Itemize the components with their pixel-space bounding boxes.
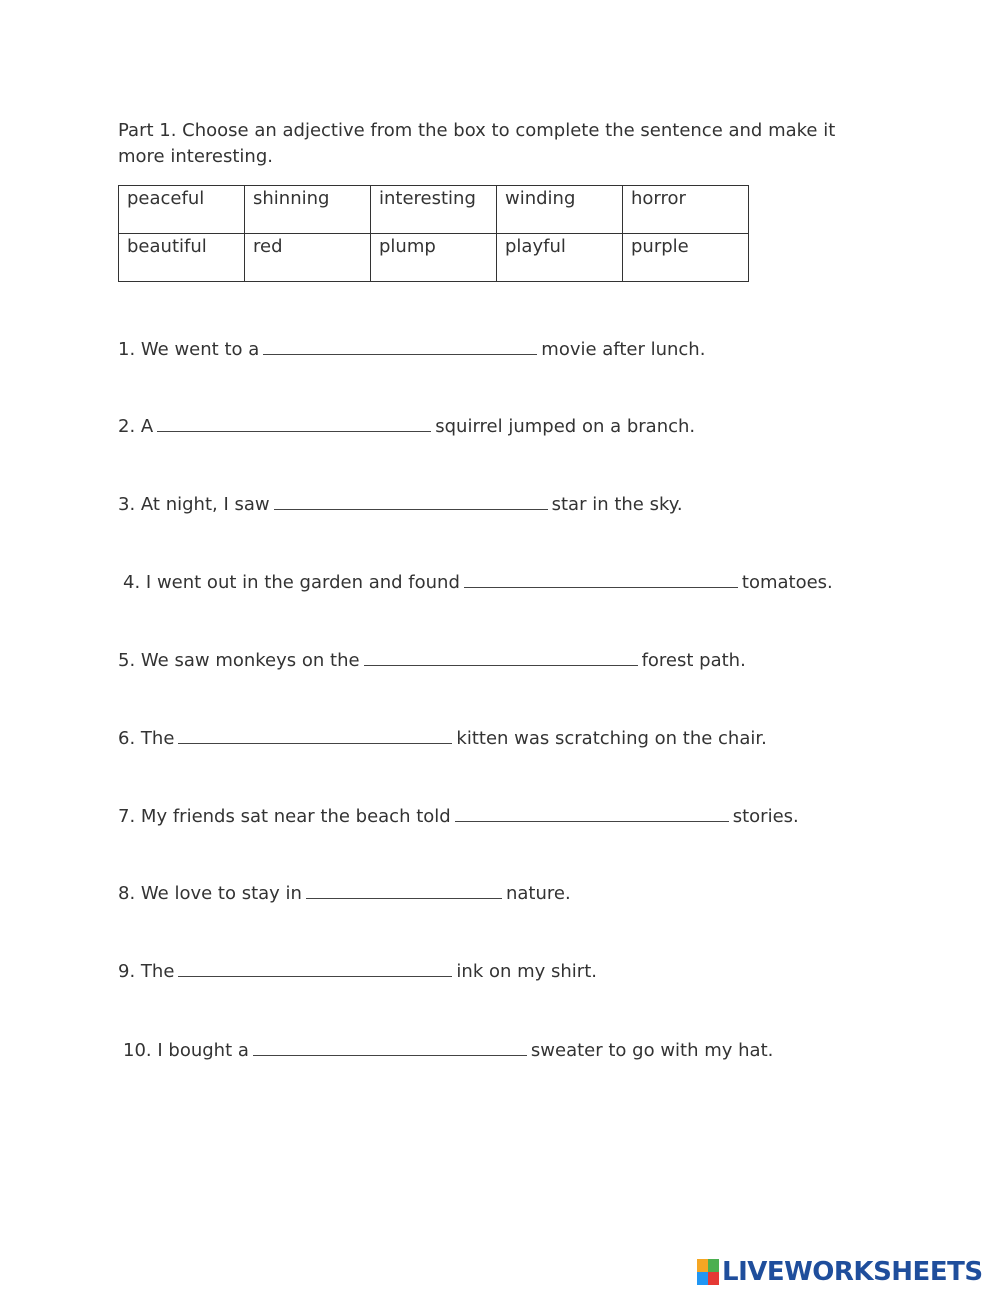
- sentence-after: nature.: [505, 883, 571, 904]
- sentence-after: tomatoes.: [741, 572, 833, 593]
- sentence-number: 8.: [118, 883, 136, 904]
- sentence-before: We love to stay in: [140, 883, 302, 904]
- sentence-after: ink on my shirt.: [456, 961, 597, 982]
- word-box-row: [119, 186, 749, 234]
- sentence-number: 6.: [118, 728, 136, 749]
- sentence-6: [118, 727, 767, 751]
- word-box-row: [119, 234, 749, 282]
- sentence-number: 2.: [118, 416, 136, 437]
- sentence-number: 1.: [118, 339, 136, 360]
- sentence-2: [118, 415, 695, 439]
- sentence-before: The: [140, 961, 175, 982]
- sentence-number: 10.: [123, 1040, 152, 1061]
- sentence-before: We went to a: [140, 339, 260, 360]
- sentence-after: stories.: [732, 806, 799, 827]
- sentence-number: 4.: [123, 572, 141, 593]
- sentence-after: forest path.: [641, 650, 746, 671]
- sentence-number: 5.: [118, 650, 136, 671]
- word-cell: peaceful: [119, 186, 245, 234]
- logo-block: [708, 1272, 719, 1285]
- logo-block: [697, 1259, 708, 1272]
- word-cell: horror: [623, 186, 749, 234]
- word-cell: red: [245, 234, 371, 282]
- sentence-before: At night, I saw: [140, 494, 270, 515]
- word-cell: plump: [371, 234, 497, 282]
- liveworksheets-logo[interactable]: [697, 1255, 983, 1289]
- sentence-3: [118, 493, 683, 517]
- logo-block: [697, 1272, 708, 1285]
- answer-blank[interactable]: [263, 340, 537, 355]
- answer-blank[interactable]: [178, 962, 452, 977]
- sentence-after: squirrel jumped on a branch.: [435, 416, 696, 437]
- sentence-after: movie after lunch.: [541, 339, 706, 360]
- answer-blank[interactable]: [157, 417, 431, 432]
- logo-text: LIVEWORKSHEETS: [722, 1257, 983, 1287]
- sentence-number: 9.: [118, 961, 136, 982]
- word-box: [118, 185, 749, 282]
- sentence-after: star in the sky.: [551, 494, 683, 515]
- sentence-7: [118, 805, 799, 829]
- instructions: Part 1. Choose an adjective from the box to complete the sentence and make it more interesting.: [118, 120, 836, 167]
- word-cell: winding: [497, 186, 623, 234]
- sentence-before: The: [140, 728, 175, 749]
- logo-blocks-icon: [697, 1259, 719, 1285]
- answer-blank[interactable]: [178, 729, 452, 744]
- sentence-8: [118, 882, 571, 906]
- sentence-9: [118, 960, 597, 984]
- sentence-5: [118, 649, 746, 673]
- word-cell: beautiful: [119, 234, 245, 282]
- sentence-number: 7.: [118, 806, 136, 827]
- answer-blank[interactable]: [455, 807, 729, 822]
- answer-blank[interactable]: [464, 573, 738, 588]
- answer-blank[interactable]: [274, 495, 548, 510]
- word-cell: purple: [623, 234, 749, 282]
- sentence-number: 3.: [118, 494, 136, 515]
- sentence-before: I went out in the garden and found: [145, 572, 460, 593]
- sentence-after: kitten was scratching on the chair.: [456, 728, 767, 749]
- word-cell: interesting: [371, 186, 497, 234]
- word-cell: playful: [497, 234, 623, 282]
- sentence-after: sweater to go with my hat.: [530, 1040, 774, 1061]
- logo-block: [708, 1259, 719, 1272]
- sentence-before: My friends sat near the beach told: [140, 806, 451, 827]
- answer-blank[interactable]: [253, 1041, 527, 1056]
- word-cell: shinning: [245, 186, 371, 234]
- answer-blank[interactable]: [364, 651, 638, 666]
- sentence-before: We saw monkeys on the: [140, 650, 360, 671]
- sentence-10: [123, 1039, 773, 1063]
- sentence-4: [123, 571, 833, 595]
- sentence-before: I bought a: [157, 1040, 249, 1061]
- sentence-before: A: [140, 416, 154, 437]
- answer-blank[interactable]: [306, 884, 502, 899]
- sentence-1: [118, 338, 705, 362]
